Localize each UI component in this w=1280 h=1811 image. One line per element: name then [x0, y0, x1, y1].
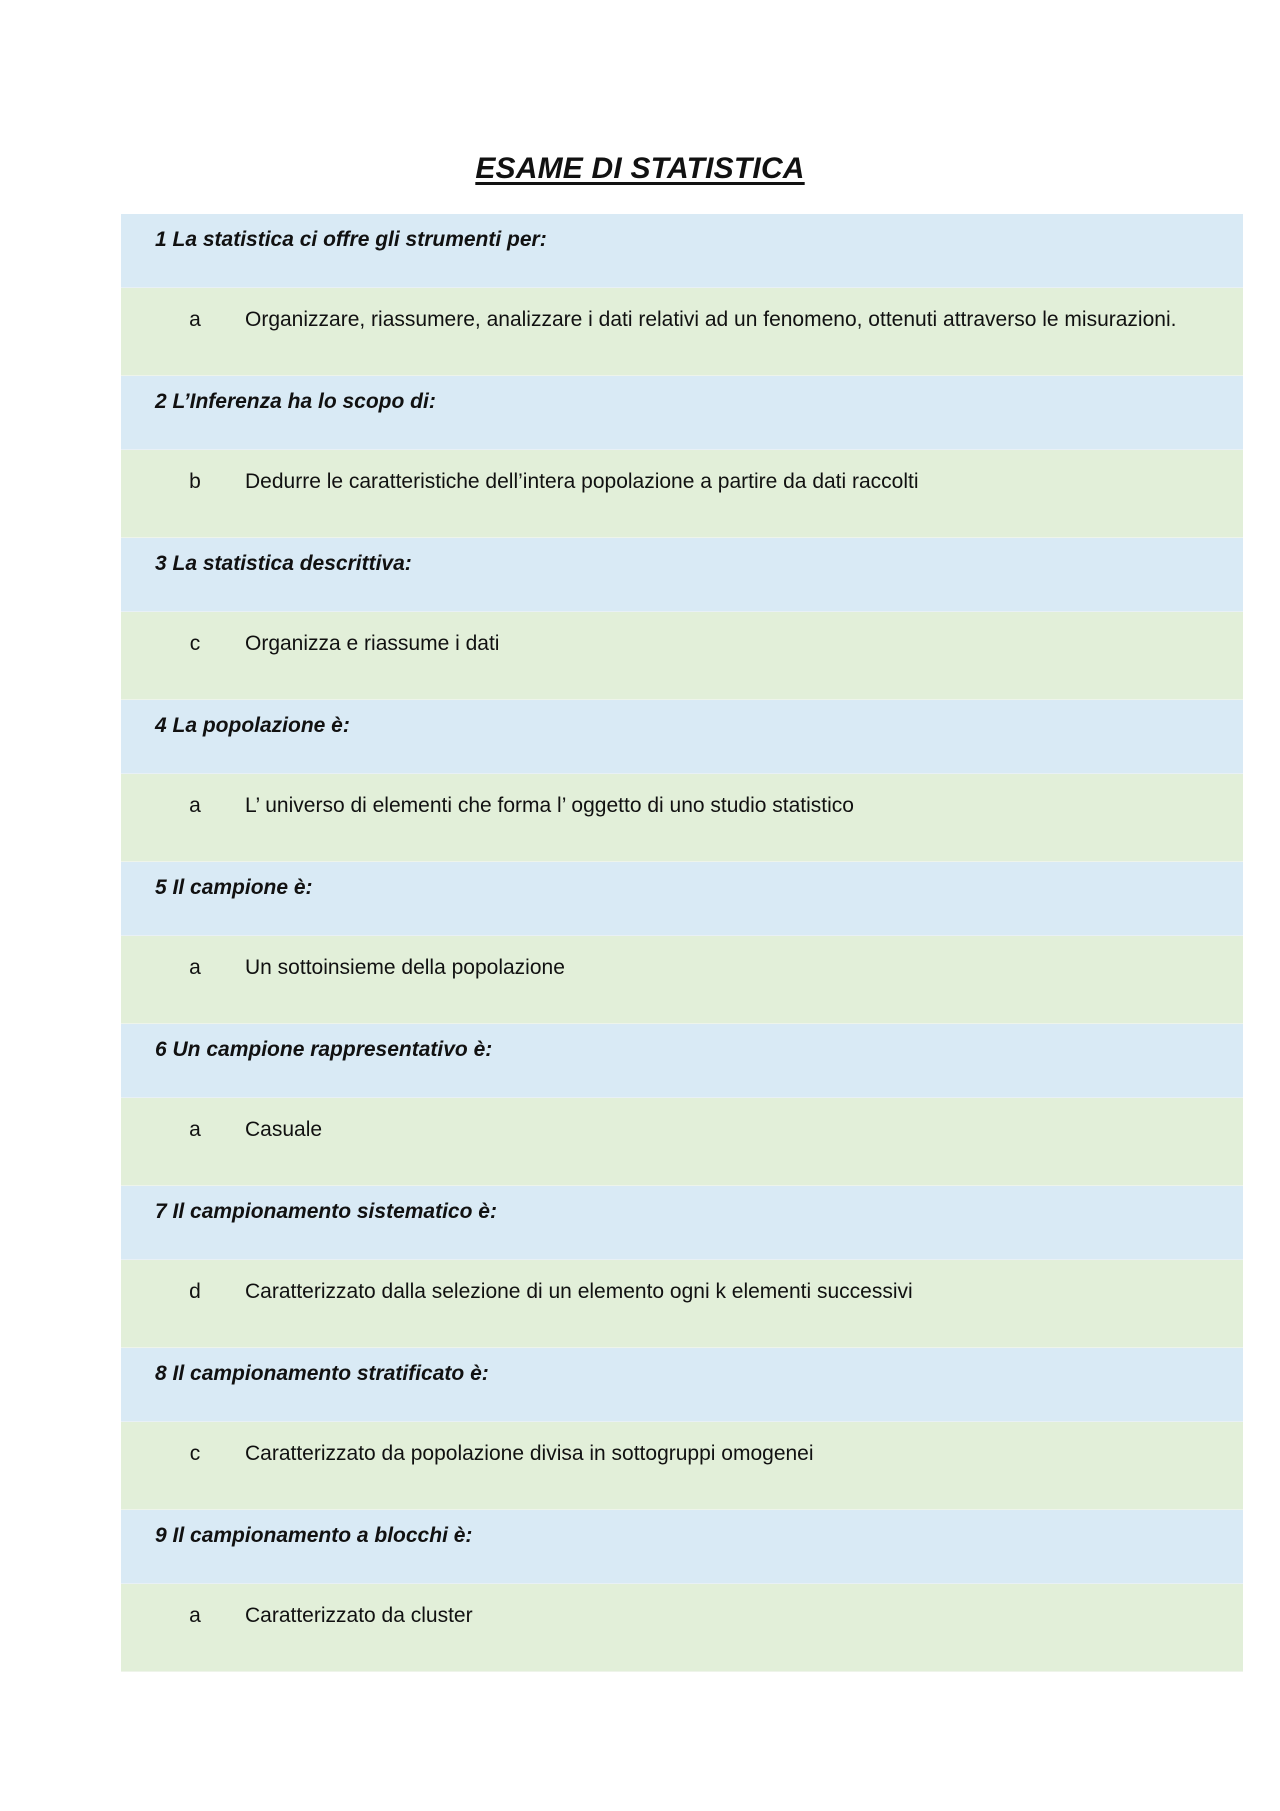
- answer-letter: c: [189, 632, 201, 655]
- answer-letter: a: [189, 794, 201, 817]
- answer-row: [121, 288, 1243, 376]
- question-row: [121, 538, 1243, 612]
- question-row: [121, 862, 1243, 936]
- page-title: ESAME DI STATISTICA: [475, 152, 805, 185]
- exam-table: [121, 214, 1243, 1672]
- question-row: [121, 376, 1243, 450]
- question-text: 1 La statistica ci offre gli strumenti per:: [155, 228, 547, 251]
- question-row: [121, 1024, 1243, 1098]
- answer-text: Organizza e riassume i dati: [245, 632, 500, 655]
- question-row: [121, 700, 1243, 774]
- answer-letter: a: [189, 308, 201, 331]
- answer-text: Caratterizzato dalla selezione di un elemento ogni k elementi successivi: [245, 1280, 913, 1303]
- question-text: 5 Il campione è:: [155, 876, 313, 899]
- answer-row: [121, 612, 1243, 700]
- answer-row: [121, 1260, 1243, 1348]
- answer-row: [121, 1422, 1243, 1510]
- answer-text: Caratterizzato da cluster: [245, 1604, 473, 1627]
- question-row: [121, 1348, 1243, 1422]
- answer-row: [121, 936, 1243, 1024]
- answer-text: Caratterizzato da popolazione divisa in sottogruppi omogenei: [245, 1442, 814, 1465]
- answer-text: L’ universo di elementi che forma l’ oggetto di uno studio statistico: [245, 794, 854, 817]
- question-text: 9 Il campionamento a blocchi è:: [155, 1524, 473, 1547]
- answer-letter: a: [189, 956, 201, 979]
- answer-row: [121, 1584, 1243, 1672]
- answer-letter: b: [189, 470, 201, 493]
- answer-row: [121, 450, 1243, 538]
- question-text: 2 L’Inferenza ha lo scopo di:: [155, 390, 436, 413]
- answer-letter: a: [189, 1118, 201, 1141]
- question-row: [121, 1510, 1243, 1584]
- answer-text: Organizzare, riassumere, analizzare i dati relativi ad un fenomeno, ottenuti attraverso le misurazioni.: [245, 308, 1177, 331]
- answer-text: Casuale: [245, 1118, 323, 1141]
- question-text: 7 Il campionamento sistematico è:: [155, 1200, 497, 1223]
- question-text: 3 La statistica descrittiva:: [155, 552, 412, 575]
- question-text: 8 Il campionamento stratificato è:: [155, 1362, 489, 1385]
- answer-text: Un sottoinsieme della popolazione: [245, 956, 565, 979]
- answer-row: [121, 1098, 1243, 1186]
- answer-letter: d: [189, 1280, 201, 1303]
- question-text: 6 Un campione rappresentativo è:: [155, 1038, 493, 1061]
- question-text: 4 La popolazione è:: [155, 714, 350, 737]
- answer-text: Dedurre le caratteristiche dell’intera popolazione a partire da dati raccolti: [245, 470, 919, 493]
- question-row: [121, 1186, 1243, 1260]
- question-row: [121, 214, 1243, 288]
- answer-row: [121, 774, 1243, 862]
- answer-letter: a: [189, 1604, 201, 1627]
- answer-letter: c: [189, 1442, 201, 1465]
